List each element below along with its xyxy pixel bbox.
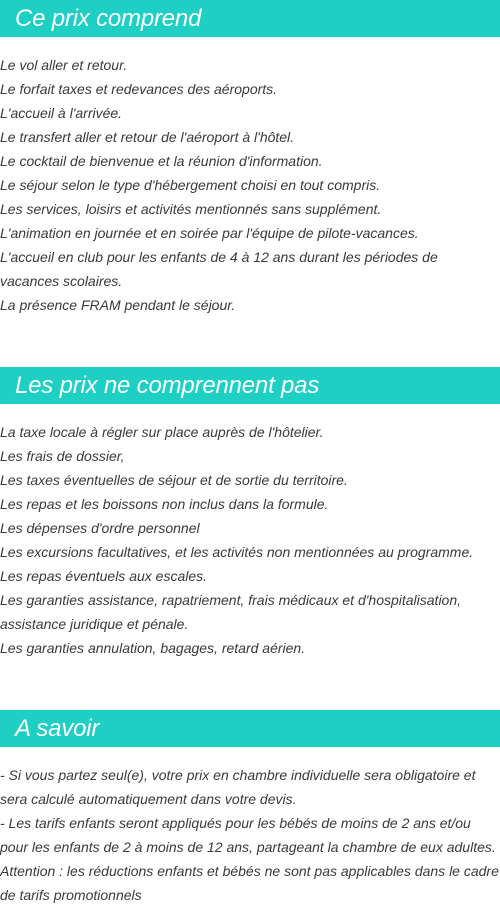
list-item: Les repas et les boissons non inclus dans la formule. — [0, 496, 329, 512]
section-price-includes — [0, 0, 500, 317]
section-list — [0, 747, 500, 907]
section-title: A savoir — [0, 710, 500, 747]
list-item: Le cocktail de bienvenue et la réunion d'information. — [0, 153, 323, 169]
list-item: Les dépenses d'ordre personnel — [0, 520, 200, 536]
list-item: L'animation en journée et en soirée par l'équipe de pilote-vacances. — [0, 225, 419, 241]
section-title: Ce prix comprend — [0, 0, 500, 37]
list-item: - Si vous partez seul(e), votre prix en chambre individuelle sera obligatoire et sera calculé automatiquement dans votre devis. — [0, 767, 476, 807]
list-item: Les excursions facultatives, et les activités non mentionnées au programme. — [0, 544, 474, 560]
list-item: L'accueil en club pour les enfants de 4 à 12 ans durant les périodes de vacances scolaires. — [0, 249, 438, 289]
section-list — [0, 37, 500, 317]
list-item: Les taxes éventuelles de séjour et de sortie du territoire. — [0, 472, 348, 488]
section-price-excludes — [0, 367, 500, 660]
list-item: - Les tarifs enfants seront appliqués pour les bébés de moins de 2 ans et/ou pour les enfants de 2 à moins de 12 ans, partageant la chambre de eux adultes. — [0, 815, 496, 855]
section-title: Les prix ne comprennent pas — [0, 367, 500, 404]
list-item: L'accueil à l'arrivée. — [0, 105, 123, 121]
section-good-to-know — [0, 710, 500, 907]
list-item: Le transfert aller et retour de l'aéroport à l'hôtel. — [0, 129, 295, 145]
list-item: La présence FRAM pendant le séjour. — [0, 297, 236, 313]
list-item: Le séjour selon le type d'hébergement choisi en tout compris. — [0, 177, 381, 193]
list-item: Le vol aller et retour. — [0, 57, 128, 73]
list-item: Les garanties annulation, bagages, retard aérien. — [0, 640, 306, 656]
list-item: Le forfait taxes et redevances des aéroports. — [0, 81, 278, 97]
section-list — [0, 404, 500, 660]
list-item: Les repas éventuels aux escales. — [0, 568, 208, 584]
list-item: La taxe locale à régler sur place auprès de l'hôtelier. — [0, 424, 324, 440]
list-item: Attention : les réductions enfants et bébés ne sont pas applicables dans le cadre de tarifs promotionnels — [0, 863, 499, 903]
list-item: Les frais de dossier, — [0, 448, 125, 464]
list-item: Les garanties assistance, rapatriement, frais médicaux et d'hospitalisation, assistance juridique et pénale. — [0, 592, 462, 632]
list-item: Les services, loisirs et activités mentionnés sans supplément. — [0, 201, 382, 217]
